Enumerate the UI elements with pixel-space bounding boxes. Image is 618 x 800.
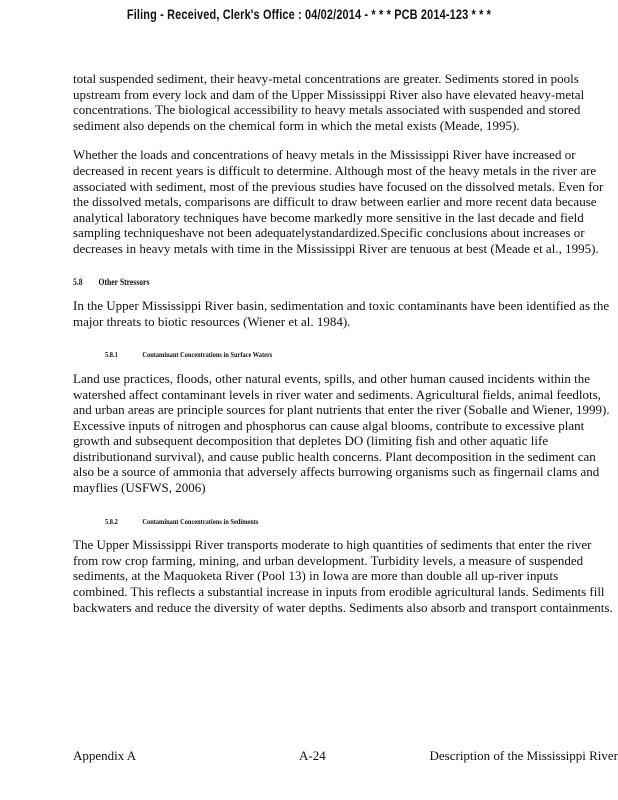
section-heading-other-stressors (73, 275, 532, 291)
subsection-title: Contaminant Concentrations in Sediments (142, 516, 259, 526)
section-title: Other Stressors (98, 276, 150, 287)
document-body (73, 71, 613, 615)
subsection-heading-sediments (105, 514, 537, 530)
paragraph-heavy-metal-sediment: total suspended sediment, their heavy-metal concentrations are greater. Sediments stored in pools upstream from every lock and dam of the Upper Mississippi River also have elevated heavy-metal concentrations. The biological accessibility to heavy metals associated with suspended and stored sediment also depends on the chemical form in which the metal exists (Meade, 1995). (73, 71, 585, 133)
subsection-title: Contaminant Concentrations in Surface Waters (142, 350, 273, 360)
footer-page-number: A-24 (299, 748, 326, 763)
footer-appendix-label: Appendix A (73, 748, 137, 763)
paragraph-threats: In the Upper Mississippi River basin, sedimentation and toxic contaminants have been identified as the major threats to biotic resources (Wiener et al. 1984). (73, 298, 610, 329)
filing-stamp-text: Filing - Received, Clerk's Office : 04/02/2014 - * * * PCB 2014-123 * * * (126, 6, 492, 22)
paragraph-heavy-metal-trends: Whether the loads and concentrations of heavy metals in the Mississippi River have increased or decreased in recent years is difficult to determine. Although most of the heavy metals in the river are associated with sediment, most of the previous studies have focused on the dissolved metals. Even for the dissolved metals, comparisons are difficult to draw between earlier and more recent data because analytical laboratory techniques have become markedly more sensitive in the last decade and field sampling techniqueshave not been adequatelystandardized.Specific conclusions about increases or decreases in heavy metals with time in the Mississippi River are tenuous at best (Meade et al., 1995). (73, 147, 604, 256)
section-number: 5.8 (73, 276, 83, 287)
filing-stamp-header (68, 6, 550, 22)
subsection-heading-surface-waters (105, 347, 537, 363)
subsection-number: 5.8.1 (105, 350, 118, 360)
footer-document-title: Description of the Mississippi River (429, 748, 618, 763)
paragraph-surface-water-contaminants: Land use practices, floods, other natural events, spills, and other human caused incidents within the watershed affect contaminant levels in river water and sediments. Agricultural fields, animal feedlots, and urban areas are principle sources for plant nutrients that enter the river (Soballe and Wiener, 1999). Excessive inputs of nitrogen and phosphorus can cause algal blooms, contribute to excessive plant growth and subsequent decomposition that depletes DO (limiting fish and other aquatic life distributionand survival), and cause public health concerns. Plant decomposition in the sediment can also be a source of ammonia that adversely affects burrowing organisms such as fingernail clams and mayflies (USFWS, 2006) (73, 370, 610, 496)
paragraph-sediment-transport: The Upper Mississippi River transports moderate to high quantities of sediments that enter the river from row crop farming, mining, and urban development. Turbidity levels, a measure of suspended sediments, at the Maquoketa River (Pool 13) in Iowa are more than double all up-river inputs combined. This reflects a substantial increase in inputs from erodible agricultural lands. Sediments fill backwaters and reduce the diversity of water depths. Sediments also absorb and transport containments. (73, 537, 613, 615)
subsection-number: 5.8.2 (105, 516, 118, 526)
